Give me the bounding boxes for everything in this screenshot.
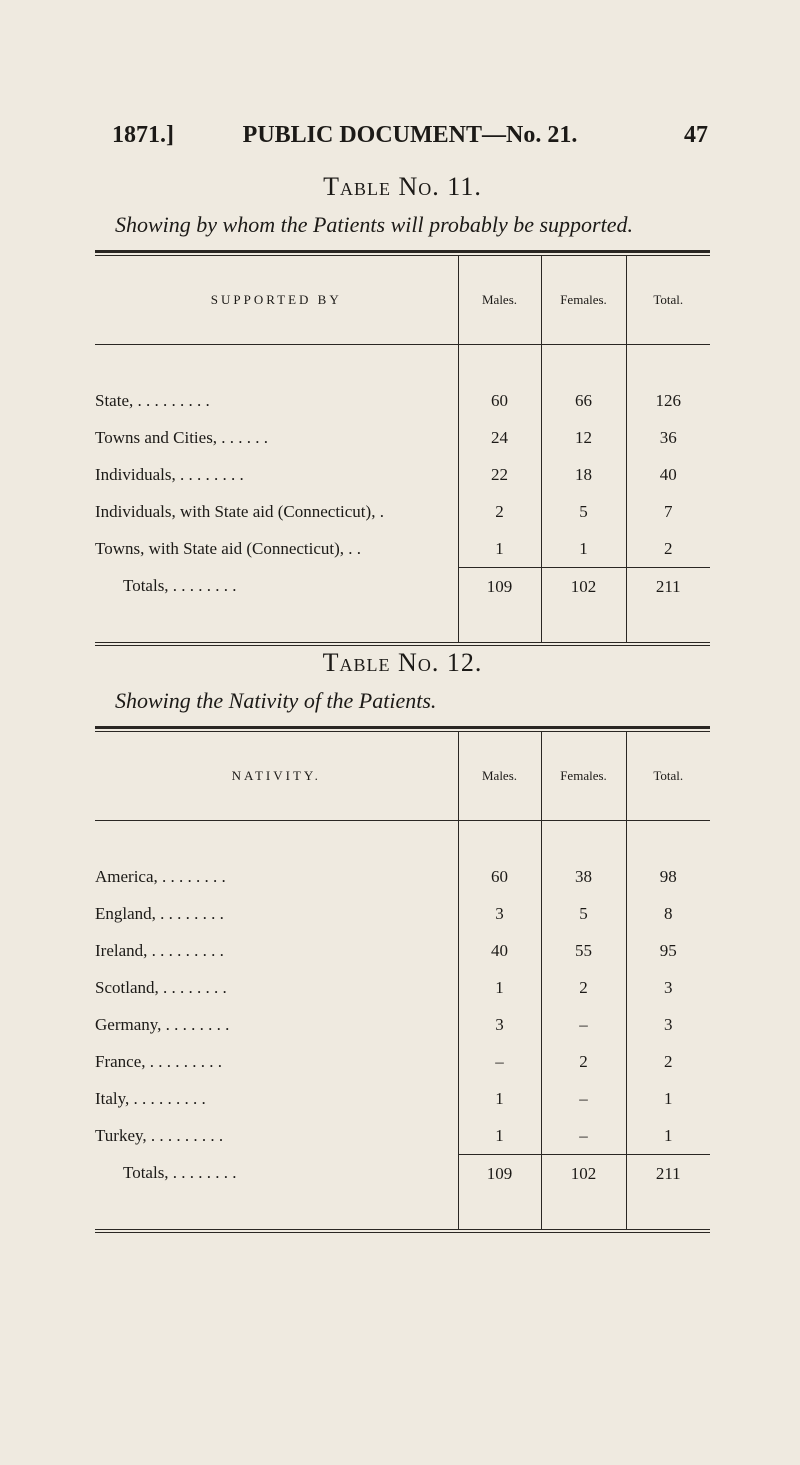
table-11-section [95, 172, 710, 646]
total-cell: 1 [626, 1117, 710, 1155]
total-cell: 95 [626, 932, 710, 969]
table-row [95, 382, 710, 419]
males-cell: 2 [458, 493, 541, 530]
grand-total-cell: 211 [626, 1155, 710, 1193]
males-cell: 24 [458, 419, 541, 456]
row-label: France, . . . . . . . . . [95, 1051, 223, 1071]
total-cell: 2 [626, 530, 710, 568]
row-label: Towns and Cities, . . . . . . [95, 427, 269, 447]
table-header-row [95, 732, 710, 821]
females-cell: 2 [541, 969, 626, 1006]
table-row [95, 1006, 710, 1043]
total-cell: 1 [626, 1080, 710, 1117]
table-row [95, 530, 710, 568]
males-total-cell: 109 [458, 568, 541, 606]
column-header: SUPPORTED BY [95, 256, 458, 345]
totals-label: Totals, . . . . . . . . [123, 576, 237, 596]
table-12 [95, 732, 710, 1229]
table-12-section [95, 648, 710, 1233]
table-row [95, 1043, 710, 1080]
row-label: Individuals, . . . . . . . . [95, 464, 244, 484]
table-row [95, 493, 710, 530]
males-cell: 60 [458, 858, 541, 895]
males-cell: 1 [458, 1080, 541, 1117]
header-year: 1871.] [112, 122, 174, 148]
females-cell: – [541, 1006, 626, 1043]
table-row [95, 858, 710, 895]
females-cell: 1 [541, 530, 626, 568]
header-document: PUBLIC DOCUMENT—No. 21. [242, 122, 578, 148]
males-cell: 22 [458, 456, 541, 493]
table-12-top-rule [95, 726, 710, 729]
females-total-cell: 102 [541, 1155, 626, 1193]
males-cell: 1 [458, 530, 541, 568]
males-cell: 1 [458, 1117, 541, 1155]
table-12-subtitle: Showing the Nativity of the Patients. [115, 688, 437, 713]
row-label: Italy, . . . . . . . . . [95, 1088, 206, 1108]
row-label: State, . . . . . . . . . [95, 390, 210, 410]
table-11-title: Table No. 11. [323, 172, 482, 201]
table-row [95, 419, 710, 456]
column-header: Males. [458, 732, 541, 821]
females-cell: 18 [541, 456, 626, 493]
total-cell: 3 [626, 969, 710, 1006]
females-cell: 38 [541, 858, 626, 895]
males-cell: 3 [458, 895, 541, 932]
table-header-row [95, 256, 710, 345]
table-12-title: Table No. 12. [322, 648, 483, 677]
females-cell: 55 [541, 932, 626, 969]
females-cell: 5 [541, 895, 626, 932]
males-cell: 1 [458, 969, 541, 1006]
table-row [95, 932, 710, 969]
column-header: Total. [626, 256, 710, 345]
males-cell: 40 [458, 932, 541, 969]
females-cell: 66 [541, 382, 626, 419]
males-cell: 3 [458, 1006, 541, 1043]
total-cell: 40 [626, 456, 710, 493]
table-row [95, 456, 710, 493]
column-header: Total. [626, 732, 710, 821]
grand-total-cell: 211 [626, 568, 710, 606]
females-cell: 12 [541, 419, 626, 456]
totals-label: Totals, . . . . . . . . [123, 1163, 237, 1183]
column-header: NATIVITY. [95, 732, 458, 821]
females-total-cell: 102 [541, 568, 626, 606]
total-cell: 3 [626, 1006, 710, 1043]
table-11-bottom-rule-2 [95, 645, 710, 646]
table-11-top-rule [95, 250, 710, 253]
table-11-bottom-rule [95, 642, 710, 643]
column-header: Females. [541, 256, 626, 345]
total-cell: 8 [626, 895, 710, 932]
totals-row [95, 1155, 710, 1193]
females-cell: – [541, 1080, 626, 1117]
table-11 [95, 256, 710, 642]
row-label: Scotland, . . . . . . . . [95, 977, 227, 997]
table-row [95, 1080, 710, 1117]
table-row [95, 1117, 710, 1155]
page-header [112, 122, 708, 162]
row-label: America, . . . . . . . . [95, 866, 226, 886]
table-11-subtitle: Showing by whom the Patients will probably be supported. [115, 212, 633, 237]
total-cell: 7 [626, 493, 710, 530]
total-cell: 2 [626, 1043, 710, 1080]
males-cell: 60 [458, 382, 541, 419]
row-label: England, . . . . . . . . [95, 903, 224, 923]
row-label: Ireland, . . . . . . . . . [95, 940, 224, 960]
totals-row [95, 568, 710, 606]
column-header: Males. [458, 256, 541, 345]
table-row [95, 969, 710, 1006]
females-cell: 2 [541, 1043, 626, 1080]
table-12-bottom-rule-2 [95, 1232, 710, 1233]
row-label: Turkey, . . . . . . . . . [95, 1125, 224, 1145]
table-row [95, 895, 710, 932]
females-cell: 5 [541, 493, 626, 530]
females-cell: – [541, 1117, 626, 1155]
row-label: Germany, . . . . . . . . [95, 1014, 230, 1034]
row-label: Towns, with State aid (Connecticut), . . [95, 538, 362, 558]
header-page-number: 47 [684, 122, 708, 148]
total-cell: 126 [626, 382, 710, 419]
males-total-cell: 109 [458, 1155, 541, 1193]
table-12-bottom-rule [95, 1229, 710, 1230]
row-label: Individuals, with State aid (Connecticut), . [95, 501, 384, 521]
column-header: Females. [541, 732, 626, 821]
total-cell: 36 [626, 419, 710, 456]
males-cell: – [458, 1043, 541, 1080]
total-cell: 98 [626, 858, 710, 895]
